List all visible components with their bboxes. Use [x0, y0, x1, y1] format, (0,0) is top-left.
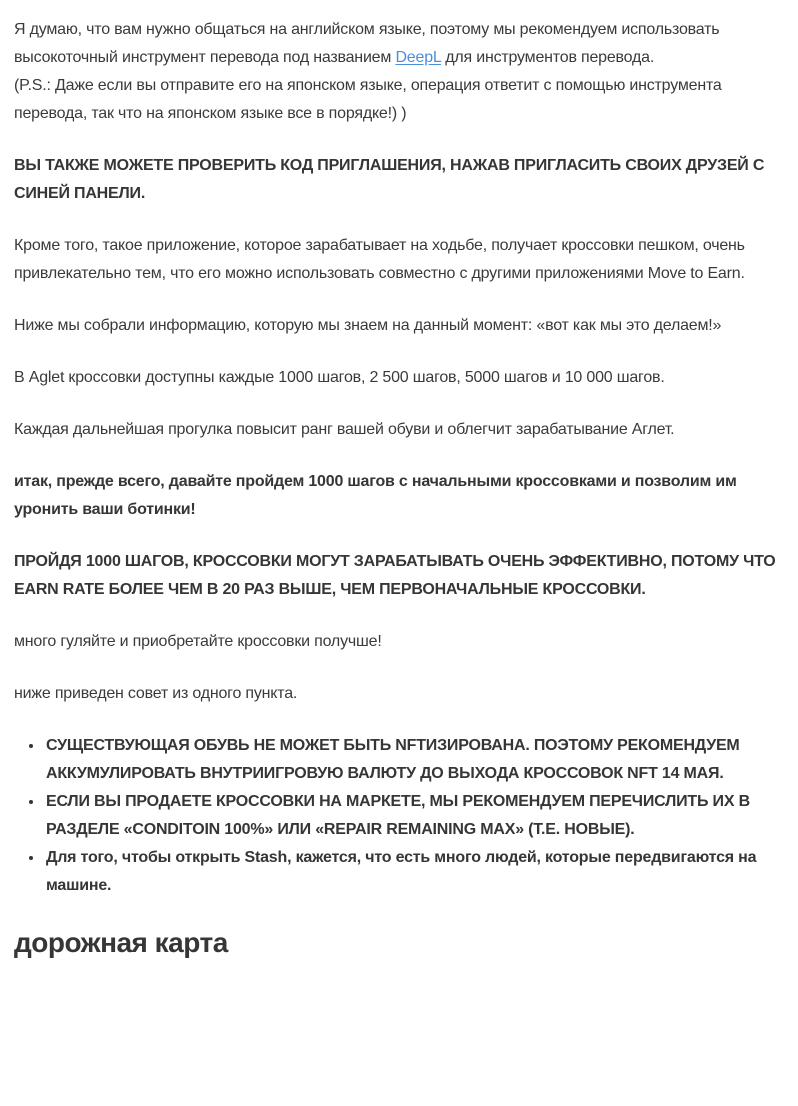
list-item: • СУЩЕСТВУЮЩАЯ ОБУВЬ НЕ МОЖЕТ БЫТЬ NFTИЗИРОВАНА. ПОЭТОМУ РЕКОМЕНДУЕМ АККУМУЛИРОВАТЬ ВНУТРИИГРОВУЮ ВАЛЮТУ ДО ВЫХОДА КРОССОВОК NFT 14 МАЯ. — [44, 732, 780, 788]
section-heading-roadmap: дорожная карта — [14, 927, 228, 958]
info-collected-paragraph: Ниже мы собрали информацию, которую мы знаем на данный момент: «вот как мы это делаем!» — [14, 317, 722, 334]
invite-code-paragraph: ВЫ ТАКЖЕ МОЖЕТЕ ПРОВЕРИТЬ КОД ПРИГЛАШЕНИЯ, НАЖАВ ПРИГЛАСИТЬ СВОИХ ДРУЗЕЙ С СИНЕЙ ПАНЕЛИ. — [14, 157, 765, 202]
advice-list — [14, 732, 780, 900]
steps-availability-paragraph: В Aglet кроссовки доступны каждые 1000 шагов, 2 500 шагов, 5000 шагов и 10 000 шагов. — [14, 369, 665, 386]
walk-more-paragraph: много гуляйте и приобретайте кроссовки получше! — [14, 633, 382, 650]
move-to-earn-paragraph: Кроме того, такое приложение, которое зарабатывает на ходьбе, получает кроссовки пешком, очень привлекательно тем, что его можно использовать совместно с другими приложениями Move to Earn. — [14, 237, 745, 282]
walking-rank-paragraph: Каждая дальнейшая прогулка повысит ранг вашей обуви и облегчит зарабатывание Аглет. — [14, 421, 675, 438]
list-item: • ЕСЛИ ВЫ ПРОДАЕТЕ КРОССОВКИ НА МАРКЕТЕ, МЫ РЕКОМЕНДУЕМ ПЕРЕЧИСЛИТЬ ИХ В РАЗДЕЛЕ «CONDITOIN 100%» ИЛИ «REPAIR REMAINING MAX» (Т.Е. НОВЫЕ). — [44, 788, 780, 844]
intro-paragraph: Я думаю, что вам нужно общаться на английском языке, поэтому мы рекомендуем использовать высокоточный инструмент перевода под названием DeepL для инструментов перевода. (P.S.: Даже если вы отправите его на японском языке, операция ответит с помощью инструмента перевода, так что на японском языке все в порядке!) ) — [14, 21, 722, 122]
deepl-link[interactable]: DeepL — [395, 49, 441, 66]
earn-rate-paragraph: ПРОЙДЯ 1000 ШАГОВ, КРОССОВКИ МОГУТ ЗАРАБАТЫВАТЬ ОЧЕНЬ ЭФФЕКТИВНО, ПОТОМУ ЧТО EARN RATE БОЛЕЕ ЧЕМ В 20 РАЗ ВЫШЕ, ЧЕМ ПЕРВОНАЧАЛЬНЫЕ КРОССОВКИ. — [14, 553, 776, 598]
first-1000-steps-paragraph: итак, прежде всего, давайте пройдем 1000 шагов с начальными кроссовками и позволим им уронить ваши ботинки! — [14, 473, 737, 518]
list-item: • Для того, чтобы открыть Stash, кажется, что есть много людей, которые передвигаются на машине. — [44, 844, 780, 900]
advice-intro-paragraph: ниже приведен совет из одного пункта. — [14, 685, 298, 702]
